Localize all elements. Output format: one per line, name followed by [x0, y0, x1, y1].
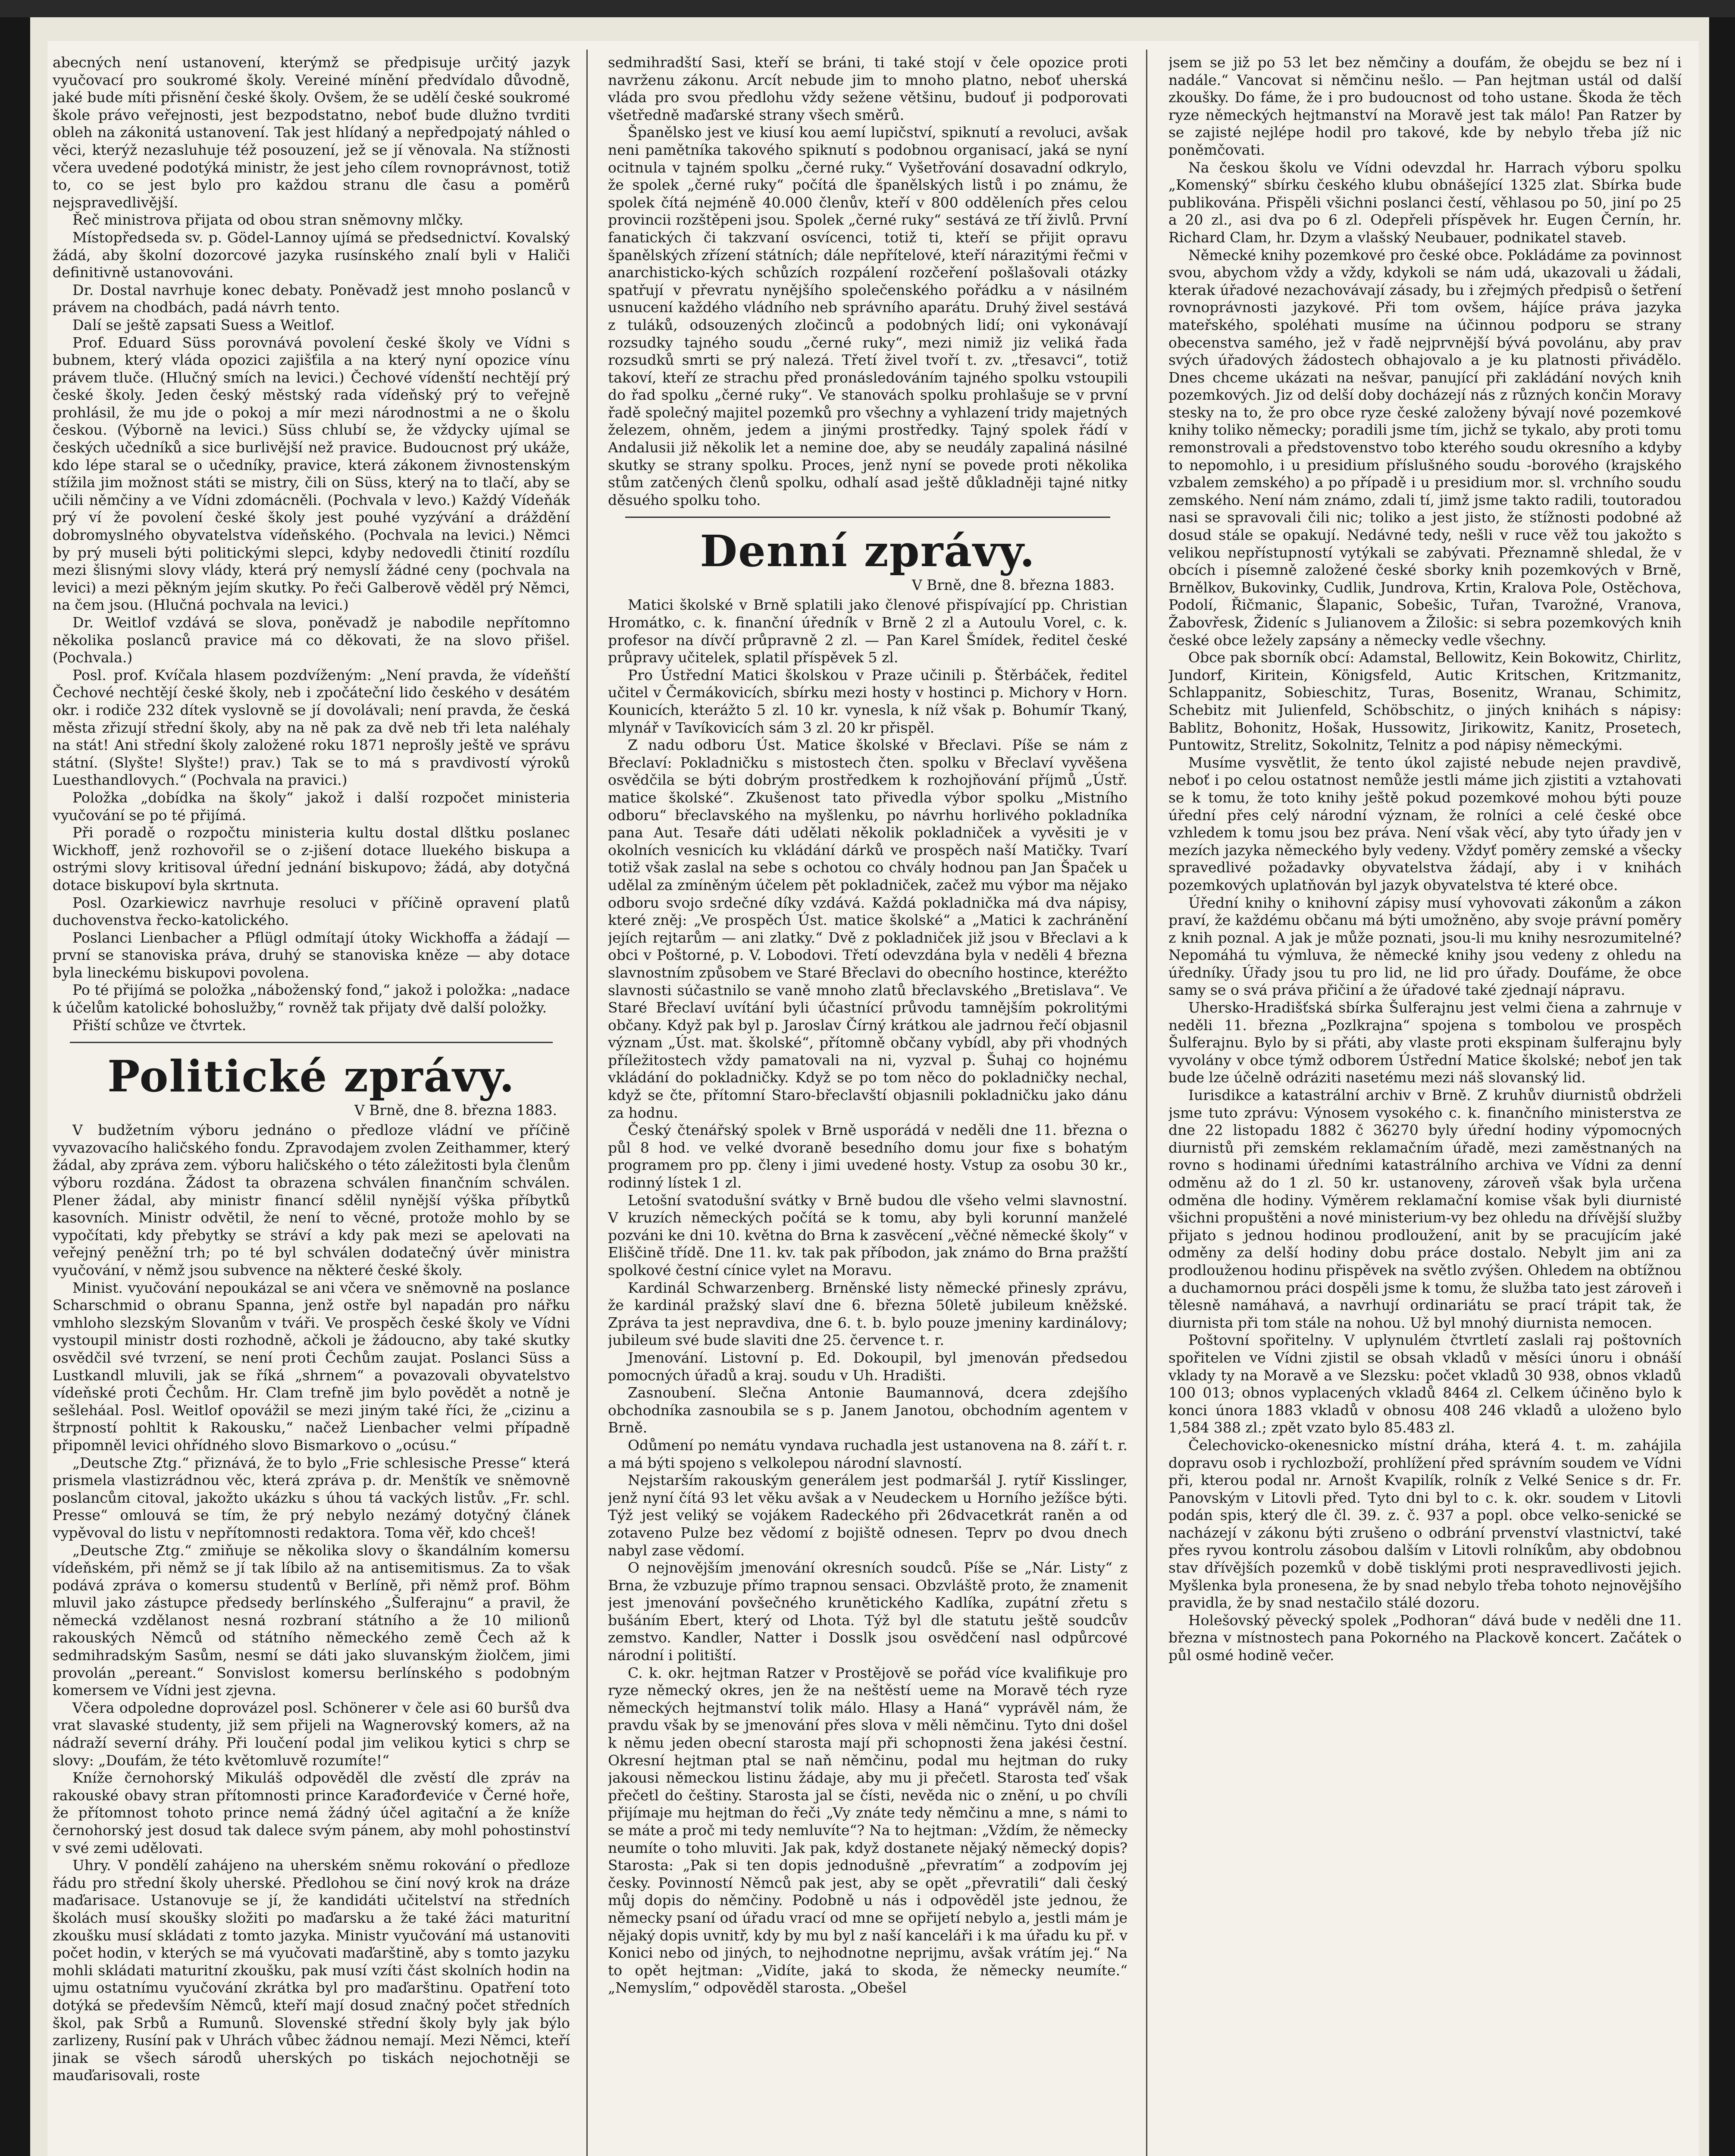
paragraph: Uhersko-Hradišťská sbírka Šulferajnu jest velmi čiena a zahrnuje v neděli 11. března „Pozlkrajna“ spojena s tombolou ve prospěch Šulferajnu. Bylo by si přáti, aby vlaste proti ekspinam šulferajnu byly vyvolány v obce týmž odborem Ústřední Matice školské; neboť jen tak bude lze účelně odráziti nasetému mezi náš slovanský lid. — [1168, 999, 1682, 1086]
paragraph: Dr. Weitlof vzdává se slova, poněvadž je nabodile nepřítomno několika poslanců pravice má co děkovati, že na slovo přišel. (Pochvala.) — [53, 614, 570, 666]
paragraph: abecných není ustanovení, kterýmž se předpisuje určitý jazyk vyučovací pro soukromé školy. Vereiné mínění předvídalo důvodně, jaké bude míti přisnění české školy. Ovšem, že se udělí české soukromé škole právo veřejnosti, jest bezpodstatno, neboť bude dlužno tvrditi obleh na zákonitá ustanovení. Tak jest hlídaný a nepředpojatý náhled o věci, kterýž nezasluhuje též posouzení, jež se jí věnovala. Na stížnosti včera uvedené podotýká ministr, že jest jeho cílem rovnoprávnost, totiž to, co se jest bylo pro každou stranu dle času a poměrů nejspravedlivější. — [53, 54, 570, 211]
paragraph: O nejnovějším jmenování okresních soudců. Píše se „Nár. Listy“ z Brna, že vzbuzuje přímo trapnou sensaci. Obzvláště proto, že znamenit jest jmenování povšečného krunětického Kadlíka, zupátní zřetu s bušáním Ebert, který od Lhota. Týž byl dle statutu ještě soudcův zemstvo. Kandler, Natter i Dosslk jsou osvědčení nasl odpůrcové národní i politiští. — [608, 1559, 1127, 1664]
paragraph: Položka „dobídka na školy“ jakož i další rozpočet ministeria vyučování se po té přijímá. — [53, 789, 570, 824]
paragraph: Iurisdikce a katastrální archiv v Brně. Z kruhův diurnistů obdrželi jsme tuto zprávu: Výnosem vysokého c. k. finančního ministerstva ze dne 22 listopadu 1882 č 36270 byly úřední hodiny výpomocných diurnistů při zemském reklamačním úřadě, mezi zaměstnaných na rovno s hodinami úředními katastrálního archiva ve Vídni za denní odměnu až do 1 zl. 50 kr. ustanoveny, zároveň však byla určena odměna dle hodiny. Výměrem reklamační komise však byli diurnisté všichni propuštěni a nové ministerium-vy bez ohledu na dřívější služby přijato s jednou hodinou prodloužení, anit by se pracujícím jaké odměny za delší hodiny dobu práce dostalo. Nebylt jim ani za prodlouženou hodinu přispěvek na světlo zvýšen. Ohledem na obtížnou a duchamornou práci dospěli jsme k tomu, že služba tato jest zároveň i tělesně namáhavá, a navrhují ordinariátu se prací trápit tak, že diurnista při tom stále na nohou. Už byl mnohý diurnista nemocen. — [1168, 1087, 1682, 1331]
dateline: V Brně, dne 8. března 1883. — [354, 1102, 557, 1119]
paragraph: Holešovský pěvecký spolek „Podhoran“ dává bude v neděli dne 11. března v místnostech pana Pokorného na Plackově koncert. Začátek o půl osmé hodině večer. — [1168, 1611, 1682, 1664]
paragraph: sedmihradští Sasi, kteří se bráni, ti také stojí v čele opozice proti navrženu zákonu. Arcít nebude jim to mnoho platno, neboť uherská vláda pro svou předlohu vždy sežene většinu, budouť ji podporovati všetředně maďarské strany všech směrů. — [608, 54, 1127, 123]
paragraph: Musíme vysvětlit, že tento úkol zajisté nebude nejen pravdivě, neboť i po celou ostatnost nemůže jestli máme jich zjistiti a vztahovati se k tomu, že toto knihy ještě pokud pozemkové mohou býti pouze úřední přes celý národní význam, že rolníci a celé české obce vzhledem k tomu jsou bez práva. Není však věcí, aby tyto úřady jen v mezích jazyka německého byly vedeny. Vždyť poměry zemské a všecky spravedlivé požadavky obyvatelstva žádají, aby i v knihách pozemkových uplatňován byl jazyk obyvatelstva té které obce. — [1168, 754, 1682, 893]
daily-news-continued — [1168, 54, 1682, 1664]
paragraph: Dr. Dostal navrhuje konec debaty. Poněvadž jest mnoho poslanců v právem na chodbách, padá návrh tento. — [53, 281, 570, 316]
paragraph: Odůmení po nemátu vyndava ruchadla jest ustanovena na 8. září t. r. a má býti spojeno s velkolepou národní slavností. — [608, 1436, 1127, 1471]
paragraph: Matici školské v Brně splatili jako členové přispívající pp. Christian Hromátko, c. k. finanční úředník v Brně 2 zl a Autoulu Vorel, c. k. profesor na dívčí průpravně 2 zl. — Pan Karel Šmídek, ředitel české průpravy učitelek, splatil příspěvek 5 zl. — [608, 596, 1127, 666]
paragraph: Úřední knihy o knihovní zápisy musí vyhovovati zákonům a zákon praví, že každému občanu má býti umožněno, aby svoje právní poměry z knih poznal. A jak je může poznati, jsou-li mu knihy nesrozumitelné? Nepomáhá tu výmluva, že německé knihy jsou vedeny z ohledu na úředníky. Úřady jsou tu pro lid, ne lid pro úřady. Doufáme, že obce samy se o svá práva přičiní a že úřadové také zjednají nápravu. — [1168, 894, 1682, 999]
paragraph: Prof. Eduard Süss porovnává povolení české školy ve Vídni s bubnem, který vláda opozici zajišťila a na který nyní opozice vínu právem tluče. (Hlučný smích na levici.) Čechové vídenští nechtějí prý české školy. Jeden český městský rada vídeňský prý to veřejně prohlásil, že mu jde o pokoj a mír mezi národnostmi a ne o školu českou. (Výborně na levici.) Süss chlubí se, že vždycky ujímal se českých učedníků a sice burlivější než pravice. Budoucnost prý ukáže, kdo lépe staral se o učedníky, pravice, která zákonem živnostenským stížila jim možnost státi se mistry, čili on Süss, který na to tlačí, aby se učili němčiny a ve Vídni zdomácněli. (Pochvala v levo.) Každý Vídeňák prý ví že povolení české školy jest pouhé vyzývání a dráždění dobromyslného obyvatelstva vídeňského. (Pochvala na levici.) Němci by prý museli býti politickými slepci, kdyby nedovedli čtinití rozdílu mezi šlisnými slovy vlády, která prý nemyslí žádné ceny (pochvala na levici) a mezi pěkným jejím skutky. Po řeči Galberově věděl prý Němci, na čem jsou. (Hlučná pochvala na levici.) — [53, 334, 570, 614]
paragraph: V budžetním výboru jednáno o předloze vládní ve příčině vyvazovacího haličského fondu. Zpravodajem zvolen Zeithammer, který žádal, aby zpráva zem. výboru haličského o této záležitosti byla členům výboru rozdána. Žádost ta obrazena schválen finančním schválen. Plener žádal, aby ministr financí sdělil nynější výška příbytků kasovních. Ministr odvětil, že není to věcné, protože mohlo by se vypočítati, kdy přebytky se stráví a kdy pak mezi se apelovati na veřejný peněžní trh; po té byl schválen dodatečný úvěr ministra vyučování, v němž jsou subvence na některé české školy. — [53, 1122, 570, 1279]
scan-border-left — [0, 0, 30, 2156]
column-1 — [53, 54, 570, 2156]
paragraph: Na českou školu ve Vídni odevzdal hr. Harrach výboru spolku „Komenský“ sbírku českého klubu obnášející 1325 zlat. Sbírka bude publikována. Přispěli všichni poslanci čestí, věhlasou po 50, jiní po 25 a 20 zl., asi dva po 6 zl. Odepřeli příspěvek hr. Eugen Černín, hr. Richard Clam, hr. Dzym a vlašský Neubauer, podnikatel staveb. — [1168, 159, 1682, 246]
column-2 — [608, 54, 1127, 2156]
paragraph: C. k. okr. hejtman Ratzer v Prostějově se pořád více kvalifikuje pro ryze německý okres, jen že na neštěstí ueme na Moravě téch ryze německých hejtmanství tolik málo. Hlasy a Haná“ vyprávěl nám, že pravdu však by se jmenování přes slova v měli němčinu. Tyto dni došel k němu jeden obecní starosta mají při schopnosti žena jakési čestní. Okresní hejtman ptal se naň němčinu, podal mu hejtman do ruky jakousi německou listinu žádaje, aby mu ji přečetl. Starosta teď však přečetl do češtiny. Starosta jal se čísti, nevěda nic o znění, u po chvíli přijímaje mu hejtman do řeči „Vy znáte tedy němčinu a mne, s námi to se máte a proč mi tedy nemluvíte“? Na to hejtman: „Vždím, že německy neumíte o toho mluviti. Jak pak, když dostanete nějaký německý dopis? Starosta: „Pak si ten dopis jednodušně „převratím“ a zodpovím jej česky. Povinností Němců pak jest, aby se opět „převratili“ dali český můj dopis do němčiny. Podobně u nás i odpověděl jste jednou, že německy psaní od úřadu vrací od mne se opřijetí nebylo a, jestli mám je nějaký dopis uvnitř, kdy by mu byl z naší kanceláři i k ma úřadu ku př. v Konici nebo od jiných, to nejhodnotne neprijmu, avšak vrátím jej.“ Na to opět hejtman: „Vidíte, jaká to skoda, že německy neumíte.“ „Nemyslím,“ odpověděl starosta. „Obešel — [608, 1664, 1127, 1996]
paragraph: Španělsko jest ve kiusí kou aemí lupičství, spiknutí a revoluci, avšak neni pamětníka takového spiknutí s podobnou organisací, jaká se nyní ocitnula v tajném spolku „černé ruky.“ Vyšetřování dosavadní odkrylo, že spolek „černé ruky“ počítá dle španělských listů i po známu, že spolek čítá nejméně 40.000 členův, kteří v 800 odděleních přes celou provincii rozštěpeni jsou. Spolek „černé ruky“ sestává ze tří živlů. První fanatických či takzvaní osvícenci, totiž ti, kteří se přijit opravu španělských zřízení státních; dále nepřítelové, kteří nárazitými řečmi v anarchisticko-kých schůzích rozpálení rozčeření pošlašovali otázky spatřují v převratu nynějšího společenského pořádku a v násilném usnucení každého vládního neb správního aparátu. Druhý živel sestává z tuláků, odsouzených zločinců a podobných lidí; oni vykonávají rozsudky tajného soudu „černé ruky“, mezi nimiž jiz veliká řada rozsudků smrti se prý nalezá. Třetí živel tvoří t. zv. „třesavci“, totiž takoví, kteří ze strachu před pronásledováním tajného spolku vstoupili do řad spolku „černé ruky“. Ve stanovách spolku prohlašuje se v první řadě společný majitel pozemků pro všechny a vyhlazení tridy majetných železem, ohněm, jedem a jinými prostředky. Tajný spolek řádí v Andalusii již několik let a nemine doe, aby se neudály zapaliná násilné skutky se strany spolku. Proces, jenž nyní se povede proti několika stům zatčených členů spolku, odhalí asad ještě důkladněji tajné nitky děsuého spolku toho. — [608, 124, 1127, 508]
column-3 — [1168, 54, 1682, 2156]
dateline: V Brně, dne 8. března 1883. — [911, 577, 1115, 594]
paragraph: Německé knihy pozemkové pro české obce. Pokládáme za povinnost svou, abychom vždy a vždy, kdykoli se nám udá, ukazovali u žádali, kterak úřadové nezachovávají zásady, bu i zřejmých předpisů o šetření rovnoprávnosti jazykové. Při tom ovšem, hájíce práva jazyka mateřského, spoléhati musíme na účinnou podporu se strany obecenstva samého, jež v řadě nejprvnější bývá povolánu, aby prav svých úřadových žádostech obhajovalo a je ku platnosti přivádělo. Dnes chceme ukázati na nešvar, panující při zakládání nových knih pozemkových. Jiz od delší doby docházejí nás z různých končin Moravy stesky na to, že pro obce ryze české založeny bývají nové pozemkové knihy toliko německy; poradili jsme tím, jichž se tykalo, aby proti tomu remonstrovali a předstovenstvo tobo kterého soudu okresního a kdyby to nepomohlo, i u presidium příslušného soudu -borového (krajského vzbalem zemského) a po případě i u presidium mor. sl. vrchního soudu zemského. Není nám známo, zdali tí, jimž jsme takto radili, toutoradou nasi se spravovali čili nic; toliko a jest jisto, že stížnosti podobné až dosud stále se opakují. Nedávné tedy, nešli v ruce věž tou jakožto s velikou nepřístupností vytýkali se zabývati. Přeznamně shledal, že v obcích i písemně založené české sborky knih pozemkových v Brně, Brnělkov, Bukovinky, Cudlik, Jundrova, Krtin, Kralova Pole, Ostěchova, Podolí, Řičmanic, Šlapanic, Sobešic, Tuřan, Tvarožné, Vranova, Žabovřesk, Žideníc s Julianovem a Žilošic: si sebra pozemkových knih české obce ležely zapsány a německy vedle všechny. — [1168, 246, 1682, 649]
paragraph: Český čtenářský spolek v Brně usporádá v neděli dne 11. března o půl 8 hod. ve velké dvoraně besedního domu jour fixe s bohatým programem pro pp. členy i jimi uvedené hosty. Vstup za osobu 30 kr., rodinný lístek 1 zl. — [608, 1122, 1127, 1191]
paragraph: Přiští schůze ve čtvrtek. — [72, 1016, 247, 1034]
paragraph: Pro Ústřední Matici školskou v Praze učinili p. Štěrbáček, ředitel učitel v Čermákovicích, sbírku mezi hosty v hostinci p. Michory v Horn. Kounicích, kterážto 5 zl. 10 kr. vynesla, k níž však p. Bohumír Tkaný, mlynář v Tavíkovicích sám 3 zl. 20 kr přispěl. — [608, 666, 1127, 736]
paragraph: Při poradě o rozpočtu ministeria kultu dostal dlštku poslanec Wickhoff, jenž rozhovořil se o z-jišení dotace lluekého biskupa a ostrými slovy kritisoval úřední jednání biskupovo; žádá, aby dotyčná dotace biskupoví byla skrtnuta. — [53, 824, 570, 893]
section-divider — [70, 1042, 553, 1043]
paragraph: Řeč ministrova přijata od obou stran sněmovny mlčky. — [72, 211, 464, 229]
paragraph: Poslanci Lienbacher a Pflügl odmítají útoky Wickhoffa a žádají — první se stanoviska práva, druhý se stanoviska kněze — aby dotace byla lineckému biskupovi povolena. — [53, 929, 570, 981]
paragraph: Minist. vyučování nepoukázal se ani včera ve sněmovně na poslance Scharschmid o obranu Spanna, jenž ostře byl napadán pro nářku vmhloho slezským Slovanům v tváři. Ve prospěch české školy ve Vídni vystoupil ministr dosti rozhodně, ačkoli je žádoucno, aby také skutky osvědčil své tvrzení, se není proti Čechům zaujat. Poslanci Süss a Lustkandl mluvili, jak se říká „shrnem“ a povazovali obyvatelstvo vídeňské proti Čechům. Hr. Clam trefně jim bylo povědět a notně je sešleháal. Posl. Weitlof opovážil se mezi jiným také říci, že „cizinu a štrpností pohltit k Rakousku,“ načež Lienbacher velmi případně připomněl levici ohřídného slovo Bismarkovo o „ocúsu.“ — [53, 1279, 570, 1454]
paragraph: Nejstarším rakouským generálem jest podmaršál J. rytíř Kisslinger, jenž nyní čítá 93 let věku avšak a v Neudeckem u Horního ježíšce býti. Týž jest veliký se vojákem Radeckého při 26dvacetkrát raněn a od zotaveno Pulze bez vědomí z bojiště odnesen. Teprv po dvou dnech nabyl zase vědomí. — [608, 1472, 1127, 1559]
paragraph: Letošní svatodušní svátky v Brně budou dle všeho velmi slavnostní. V kruzích německých počítá se k tomu, aby byli korunní manželé pozváni ke dni 10. května do Brna k zasvěcení „věčné německé školy“ v Eliščině třídě. Dne 11. kv. tak pak příbodon, jak známo do Brna pražští spolkové čestní cínice vylet na Moravu. — [608, 1191, 1127, 1279]
column-rule — [1146, 50, 1147, 2156]
scan-border-right — [1709, 0, 1735, 2156]
paragraph: „Deutsche Ztg.“ zmiňuje se několika slovy o škandálním komersu vídeňském, při němž se jí tak líbilo až na antisemitismus. Za to však podává zpráva o komersu studentů v Berlíně, při němž prof. Böhm mluvil jako zástupce předsedy berlínského „Šulferajnu“ a pravil, že německá vzdělanost nesná rozbraní státního a že 10 milionů rakouských Němců od státního německého země Čech až k sedmihradským Sasům, nesmí se dáti jako sluvanským žiolčem, jimi provolán „pereant.“ Sonvislost komersu berlínského s podobným komersem ve Vídni jest zjevna. — [53, 1542, 570, 1699]
daily-news-section — [608, 526, 1127, 1997]
section-title: Politické zprávy. — [107, 1051, 515, 1102]
paragraph: Čelechovicko-okenesnicko místní dráha, která 4. t. m. zahájila dopravu osob i rychlozboží, prohlížení před správním soudem ve Vídni při, kterou podal nr. Arnošt Kvapilík, rolník z Velké Senice s dr. Fr. Panovským v Litovli před. Tyto dni byl to c. k. okr. soudem v Litovli podán spis, který dle čl. 39. z. č. 937 a popl. obce velko-senické se nacházejí v zákonu býti zrušeno o odbrání prvenství vlastnictví, také přes ryvou kontrolu zásobou dalším v Litovli rolníkům, aby obdobnou stav dřívějších pozemků v době tisklými proti nespravedlivosti jejich. Myšlenka byla pronesena, že by snad nebylo třeba tohoto nejnovějšího pravidla, že by snad nestačilo stálé dozoru. — [1168, 1436, 1682, 1611]
paragraph: Včera odpoledne doprovázel posl. Schönerer v čele asi 60 buršů dva vrat slavaské studenty, již sem přijeli na Wagnerovský komers, až na nádraží severní dráhy. Při loučení podal jim velikou kytici s chrp se slovy: „Doufám, že této květomluvě rozumíte!“ — [53, 1699, 570, 1769]
paragraph: Z nadu odboru Úst. Matice školské v Břeclavi. Píše se nám z Břeclaví: Pokladničku s mistostech čten. spolku v Břeclaví vyvěšena osvědčila se býti dobrým prostředkem k rozhojňování příjmů „Ústř. matice školské“. Zkušenost tato přivedla výbor spolku „Mistního odboru“ břeclavského na myšlenku, po návrhu horlivého pokladníka pana Aut. Tesaře dáti udělati několik pokladniček a vyvěsiti je v okolních vesnicích ku vkládání dárků ve prospěch naší Matičky. Tvarí totiž však zaslal na sebe s ochotou co chvály hodnou pan Jan Špaček u udělal za zmíněným účelem pět pokladniček, začež mu výbor ma nějako odboru svojo srdečné díky vzdává. Každá pokladnička má dva nápisy, které zněj: „Ve prospěch Úst. matice školské“ a „Matici k zachránění jejích rejtarům — ani zlatky.“ Dvě z pokladniček již jsou v Břeclavi a k obci v Poštorné, p. V. Lobodovi. Třetí odevzdána byla v neděli 4 března slavnostním způsobem ve Staré Břeclavi do obecního hostince, kteréžto slavnosti súčastnilo se vaně mnoho zlatů břeclavského „Bretislava“. Ve Staré Břeclaví uvítání byli účastnící průvodu tamnějším pokrolitými občany. Když pak byl p. Jaroslav Čírný krátkou ale jadrnou řečí objasnil význam „Úst. mat. školské“, přítomně občany vybídl, aby při vhodných příležitostech vždy pamatovali na ni, vyzval p. Šuhaj co hojnému vkládání do pokladničky. Když se po tom něco do pokladničky nechal, když se čte, přítomní Staro-břeclavští objasnili pokladničku jako dánu za hodnu. — [608, 736, 1127, 1121]
paragraph: Posl. prof. Kvíčala hlasem pozdvíženým: „Není pravda, že vídeňští Čechové nechtějí české školy, neb i zpočáteční lido českého v desátém okr. i rodiče 232 dítek vyslovně se jí dovolávali; není pravda, že česká města zřizují střední školy, aby na ně pak za dvě neb tři leta naléhaly na stát! Ani střední školy založené roku 1871 neprošly ještě ve správu státní. (Slyšte! Slyšte!) prav.) Tak se to má s pravdivostí výroků Luesthandlovych.“ (Pochvala na pravici.) — [53, 666, 570, 789]
paragraph: Obce pak sborník obcí: Adamstal, Bellowitz, Kein Bokowitz, Chirlitz, Jundorf, Kiritein, Königsfeld, Autic Kritschen, Kritzmanitz, Schlappanitz, Sobieschitz, Turas, Bosenitz, Wranau, Schimitz, Schebitz mit Julienfeld, Schöbschitz, o jiných knihách s nápisy: Bablitz, Bohonitz, Hošak, Hussowitz, Jirikowitz, Kanitz, Prosetech, Puntowitz, Strelitz, Sokolnitz, Telnitz a pod nápisy německými. — [1168, 649, 1682, 754]
column-rule — [586, 50, 588, 2156]
political-news-continued — [608, 54, 1127, 509]
paragraph: Posl. Ozarkiewicz navrhuje resoluci v příčině opravení platů duchovenstva řecko-katolického. — [53, 894, 570, 929]
paragraph: Zasnoubení. Slečna Antonie Baumannová, dcera zdejšího obchodníka zasnoubila se s p. Janem Janotou, obchodním agentem v Brně. — [608, 1384, 1127, 1436]
paragraph: Poštovní spořitelny. V uplynulém čtvrtletí zaslali raj poštovních spořitelen ve Vídni zjistil se obsah vkladů v měsíci únoru i obnáší vklady ty na Moravě a ve Slezsku: počet vkladů 30 938, obnos vkladů 100 013; obnos vyplacených vkladů 8464 zl. Celkem účiněno bylo k konci února 1883 vkladů v obnosu 408 246 vkladů a uloženo bylo 1,584 388 zl.; zpět vzato bylo 85.483 zl. — [1168, 1332, 1682, 1436]
section-title: Denní zprávy. — [700, 526, 1036, 577]
political-news-section — [53, 1051, 570, 2084]
paragraph: Kníže černohorský Mikuláš odpověděl dle zvěstí dle zpráv na rakouské obavy stran přítomnosti prince Karađorđeviće v Černé hoře, že přítomnost tohoto prince nemá žádný účel agitační a že kníže černohorský jest dosud tak dalece svým pánem, aby mohl pohostinství v své zemi udělovati. — [53, 1769, 570, 1856]
paragraph: Jmenování. Listovní p. Ed. Dokoupil, byl jmenován předsedou pomocných úřadů a kraj. soudu v Uh. Hradišti. — [608, 1349, 1127, 1384]
paragraph: jsem se již po 53 let bez němčiny a doufám, že obejdu se bez ní i nadále.“ Vancovat si němčinu nešlo. — Pan hejtman ustál od další zkoušky. Do fáme, že i pro budoucnost od toho ustane. Škoda že těch ryze německých hejtmanství na Moravě jest tak málo! Pan Ratzer by se zajisté nejlépe hodil pro takové, kde by nebylo třeba jíž nic poněmčovati. — [1168, 54, 1682, 158]
scan-border-top — [0, 0, 1735, 17]
newspaper-page — [47, 41, 1699, 2156]
paragraph: Dalí se ještě zapsati Suess a Weitlof. — [72, 316, 335, 333]
section-divider — [625, 517, 1110, 518]
parliament-report — [53, 54, 570, 1034]
paragraph: Po té přijímá se položka „náboženský fond,“ jakož i položka: „nadace k účelům katolické bohoslužby,“ rovněž tak přijaty dvě další položky. — [53, 981, 570, 1016]
paragraph: Kardinál Schwarzenberg. Brněnské listy německé přinesly zprávu, že kardinál pražský slaví dne 6. března 50letě jubileum kněžské. Zpráva ta jest nepravdiva, dne 6. t. b. bylo pouze jmeniny kardinálovy; jubileum své bude slaviti dne 25. července t. r. — [608, 1279, 1127, 1349]
paragraph: Místopředseda sv. p. Gödel-Lannoy ujímá se předsednictví. Kovalský žádá, aby školní dozorcové jazyka rusínského znalí byli v Haliči definitivně ustanovováni. — [53, 229, 570, 281]
paragraph: Uhry. V pondělí zahájeno na uherském sněmu rokování o předloze řádu pro střední školy uherské. Předlohou se činí nový krok na dráze maďarisace. Ustanovuje se jí, že kandidáti učitelství na středních školách musí skoušky složiti po maďarsku a že také žáci maturitní zkoušku musí skládati z tomto jazyka. Ministr vyučování má ustanoviti počet hodin, v kterých se má vyučovati maďarštině, aby s tomto jazyku mohli skládati maturitní zkoušku, pak musí vzíti část skolních hodin na ujmu ostatnímu vyučování zkrátka byl pro maďarštinu. Opatření toto dotýká se především Němců, kteří mají dosud značný počet středních škol, pak Srbů a Rumunů. Slovenské střední školy byly jak býlo zarlizeny, Rusíní pak v Uhrách vůbec žádnou nemají. Mezi Němci, kteří jinak se všech sárodů uherských po tiskách nejochotněji se mauďarisovali, roste — [53, 1857, 570, 2084]
paragraph: „Deutsche Ztg.“ přiznává, že to bylo „Frie schlesische Presse“ která prismela vlastizrádnou věc, která zpráva p. dr. Menštík ve sněmovně poslancům citoval, jakožto ukázku s úhou tá vackých listův. „Fr. schl. Presse“ omlouvá se tím, že prý nebylo nezámý dotyčný článek vypěvoval do listu v nepřítomnosti redaktora. Toma věř, kdo chceš! — [53, 1454, 570, 1541]
